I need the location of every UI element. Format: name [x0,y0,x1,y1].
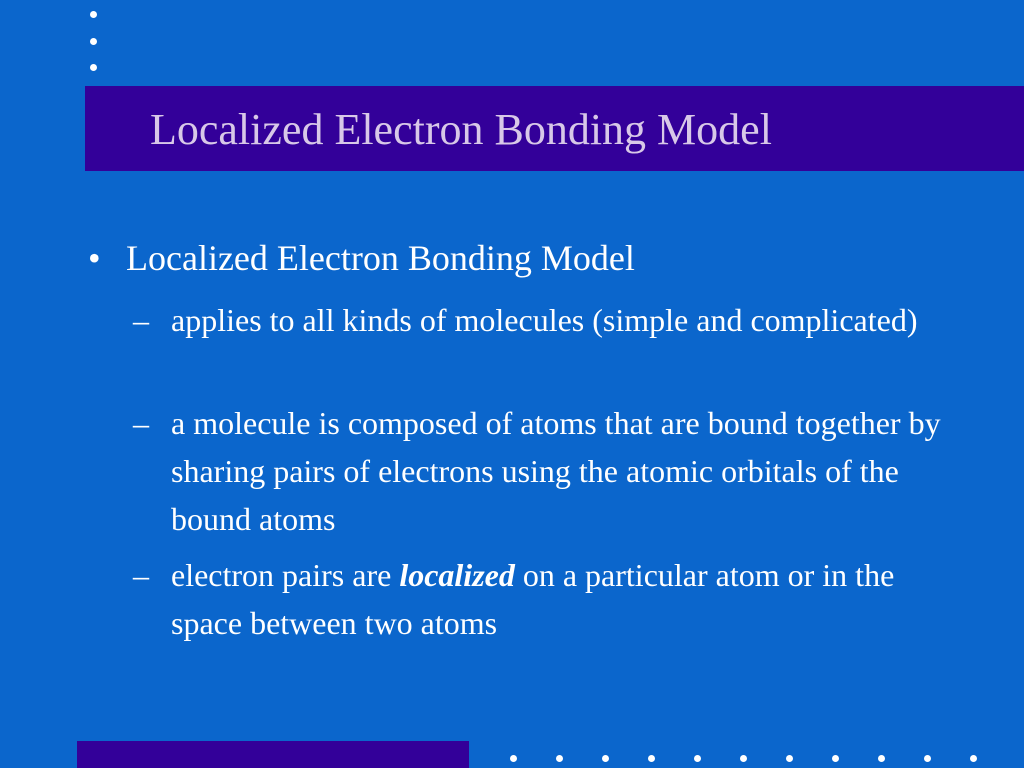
decorative-dot [924,755,931,762]
decorative-dot [90,38,97,45]
sub-bullet-text-after: on a particular atom or in the space between two atoms [171,557,895,641]
dash-marker: – [133,302,149,338]
main-bullet-text: Localized Electron Bonding Model [126,238,635,278]
decorative-dot [970,755,977,762]
bullet-marker: • [88,238,101,278]
emphasized-term: localized [399,557,515,593]
dash-marker: – [133,405,149,441]
decorative-dot [786,755,793,762]
decorative-dot [90,11,97,18]
decorative-dot [694,755,701,762]
decorative-dot [556,755,563,762]
dash-marker: – [133,557,149,593]
sub-bullet-text: a molecule is composed of atoms that are bound together by sharing pairs of electrons using the atomic orbitals of the bound atoms [171,405,941,537]
decorative-dot [878,755,885,762]
decorative-dot [832,755,839,762]
decorative-dot [510,755,517,762]
sub-bullet-text: applies to all kinds of molecules (simple and complicated) [171,302,918,338]
decorative-dot [740,755,747,762]
decorative-dot [602,755,609,762]
slide-title: Localized Electron Bonding Model [150,105,772,154]
sub-bullet-text [171,551,961,647]
decorative-dot [648,755,655,762]
decorative-dot [90,64,97,71]
footer-bar [77,741,469,768]
sub-bullet-text-before: electron pairs are [171,557,400,593]
